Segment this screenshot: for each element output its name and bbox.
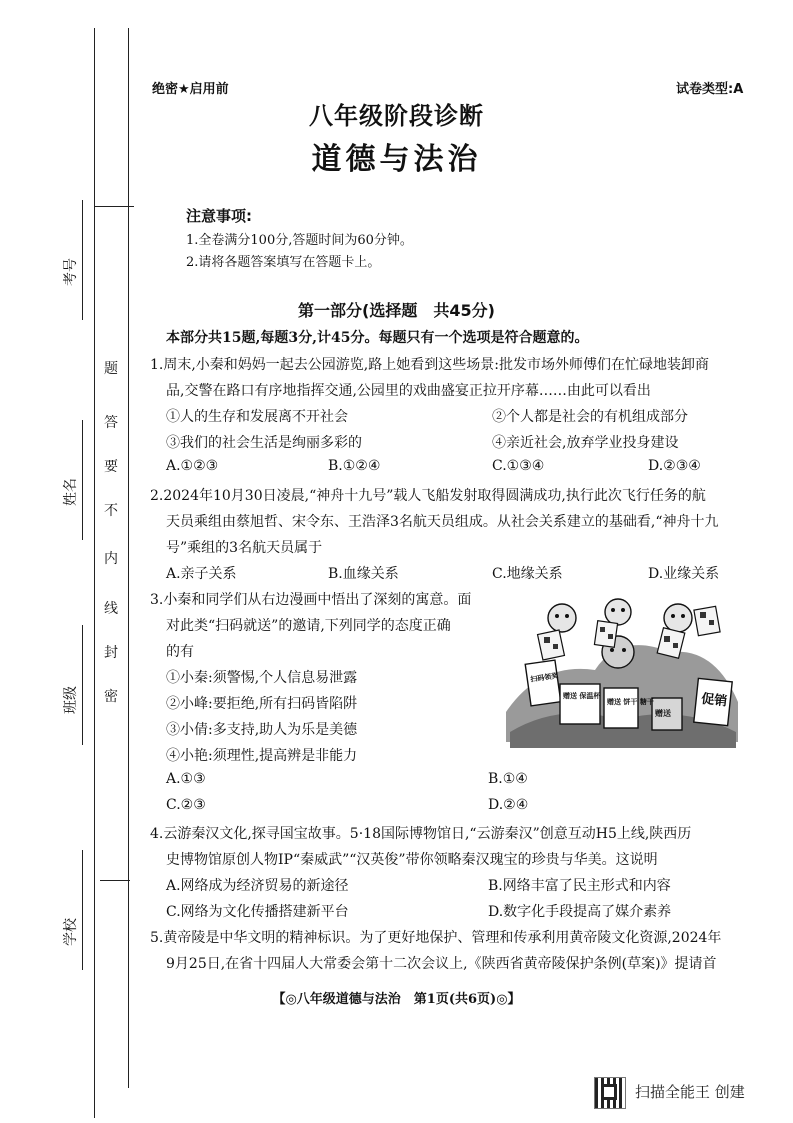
class-line [82, 625, 83, 745]
q1-line-1: 1.周末,小秦和妈妈一起去公园游览,路上她看到这些场景:批发市场外师傅们在忙碌地装卸商 [150, 357, 709, 373]
seal-char-6: 线 [104, 601, 118, 617]
q1-option-b: B.①②④ [328, 458, 381, 474]
q4-line-2: 史博物馆原创人物IP“秦威武”“汉英俊”带你领略秦汉瑰宝的珍贵与华美。这说明 [166, 852, 658, 868]
fold-mark-bottom [100, 880, 130, 881]
q2-option-c: C.地缘关系 [492, 566, 563, 582]
q3-statement-3: ③小倩:多支持,助人为乐是美德 [166, 722, 358, 738]
class-label: 班级 [63, 686, 79, 714]
exam-number-label: 考号 [63, 258, 79, 286]
q3-statement-2: ②小峰:要拒绝,所有扫码皆陷阱 [166, 696, 358, 712]
q2-line-3: 号”乘组的3名航天员属于 [166, 540, 323, 556]
notice-line-1: 1.全卷满分100分,答题时间为60分钟。 [186, 233, 413, 248]
q2-option-a: A.亲子关系 [166, 566, 237, 582]
seal-char-2: 答 [104, 415, 118, 431]
binding-line-outer [94, 28, 95, 1118]
q1-statement-4: ④亲近社会,放弃学业投身建设 [492, 435, 679, 451]
binding-line-inner [128, 28, 129, 1088]
seal-char-7: 封 [104, 645, 118, 661]
q2-option-b: B.血缘关系 [328, 566, 399, 582]
q4-option-c: C.网络为文化传播搭建新平台 [166, 904, 349, 920]
q3-line-2: 对此类“扫码就送”的邀请,下列同学的态度正确 [166, 618, 451, 634]
q4-option-a: A.网络成为经济贸易的新途径 [166, 878, 349, 894]
name-line [82, 420, 83, 540]
q3-line-1: 3.小秦和同学们从右边漫画中悟出了深刻的寓意。面 [150, 592, 472, 608]
q1-option-d: D.②③④ [648, 458, 701, 474]
q3-option-c: C.②③ [166, 797, 206, 813]
scanner-watermark: 扫描全能王 创建 [635, 1083, 745, 1101]
q3-statement-4: ④小艳:须理性,提高辨是非能力 [166, 748, 358, 764]
seal-char-1: 题 [104, 361, 118, 377]
cartoon-label-4: 赠送 保温杯 [563, 692, 601, 700]
page-footer: 【◎八年级道德与法治 第1页(共6页)◎】 [272, 992, 521, 1007]
q2-line-1: 2.2024年10月30日凌晨,“神舟十九号”载人飞船发射取得圆满成功,执行此次飞行任务的航 [150, 488, 706, 504]
q1-option-c: C.①③④ [492, 458, 545, 474]
cartoon-label-1: 促销 [700, 691, 728, 710]
paper-type: 试卷类型:A [676, 82, 744, 97]
notice-heading: 注意事项: [186, 207, 252, 225]
q5-line-1: 5.黄帝陵是中华文明的精神标识。为了更好地保护、管理和传承利用黄帝陵文化资源,2024年 [150, 930, 722, 946]
qr-code-icon [594, 1077, 626, 1109]
q2-option-d: D.业缘关系 [648, 566, 720, 582]
q3-statement-1: ①小秦:须警惕,个人信息易泄露 [166, 670, 358, 686]
school-line [82, 850, 83, 970]
cartoon-label-5: 赠送 饼干 糖干 [607, 698, 654, 706]
seal-char-4: 不 [104, 503, 118, 519]
q1-option-a: A.①②③ [166, 458, 219, 474]
page-title: 八年级阶段诊断 [309, 102, 484, 130]
q1-statement-1: ①人的生存和发展离不开社会 [166, 409, 348, 425]
school-label: 学校 [63, 918, 79, 946]
q5-line-2: 9月25日,在省十四届人大常委会第十二次会议上,《陕西省黄帝陵保护条例(草案)》提请首 [166, 956, 717, 972]
name-label: 姓名 [63, 478, 79, 506]
confidential-mark: 绝密★启用前 [152, 82, 229, 97]
cartoon-label-2: 赠送 [655, 709, 671, 718]
q4-line-1: 4.云游秦汉文化,探寻国宝故事。5·18国际博物馆日,“云游秦汉”创意互动H5上线,陕西历 [150, 826, 692, 842]
q1-statement-2: ②个人都是社会的有机组成部分 [492, 409, 688, 425]
q3-option-d: D.②④ [488, 797, 529, 813]
fold-mark-top [94, 206, 134, 207]
q4-option-b: B.网络丰富了民主形式和内容 [488, 878, 671, 894]
q1-line-2: 品,交警在路口有序地指挥交通,公园里的戏曲盛宴正拉开序幕……由此可以看出 [166, 383, 651, 399]
subject-title: 道德与法治 [311, 142, 482, 177]
cartoon-label-3: 扫码领奖 [529, 671, 559, 684]
scan-code-cartoon [500, 592, 744, 750]
seal-char-3: 要 [104, 459, 118, 475]
q2-line-2: 天员乘组由蔡旭哲、宋令东、王浩泽3名航天员组成。从社会关系建立的基础看,“神舟十九 [166, 514, 719, 530]
seal-char-8: 密 [104, 689, 118, 705]
seal-char-5: 内 [104, 551, 118, 567]
q3-option-b: B.①④ [488, 771, 528, 787]
notice-line-2: 2.请将各题答案填写在答题卡上。 [186, 255, 381, 270]
q3-line-3: 的有 [166, 644, 194, 660]
section-title: 第一部分(选择题 共45分) [298, 301, 495, 320]
q4-option-d: D.数字化手段提高了媒介素养 [488, 904, 672, 920]
section-intro: 本部分共15题,每题3分,计45分。每题只有一个选项是符合题意的。 [166, 330, 589, 346]
q3-option-a: A.①③ [166, 771, 206, 787]
q1-statement-3: ③我们的社会生活是绚丽多彩的 [166, 435, 362, 451]
